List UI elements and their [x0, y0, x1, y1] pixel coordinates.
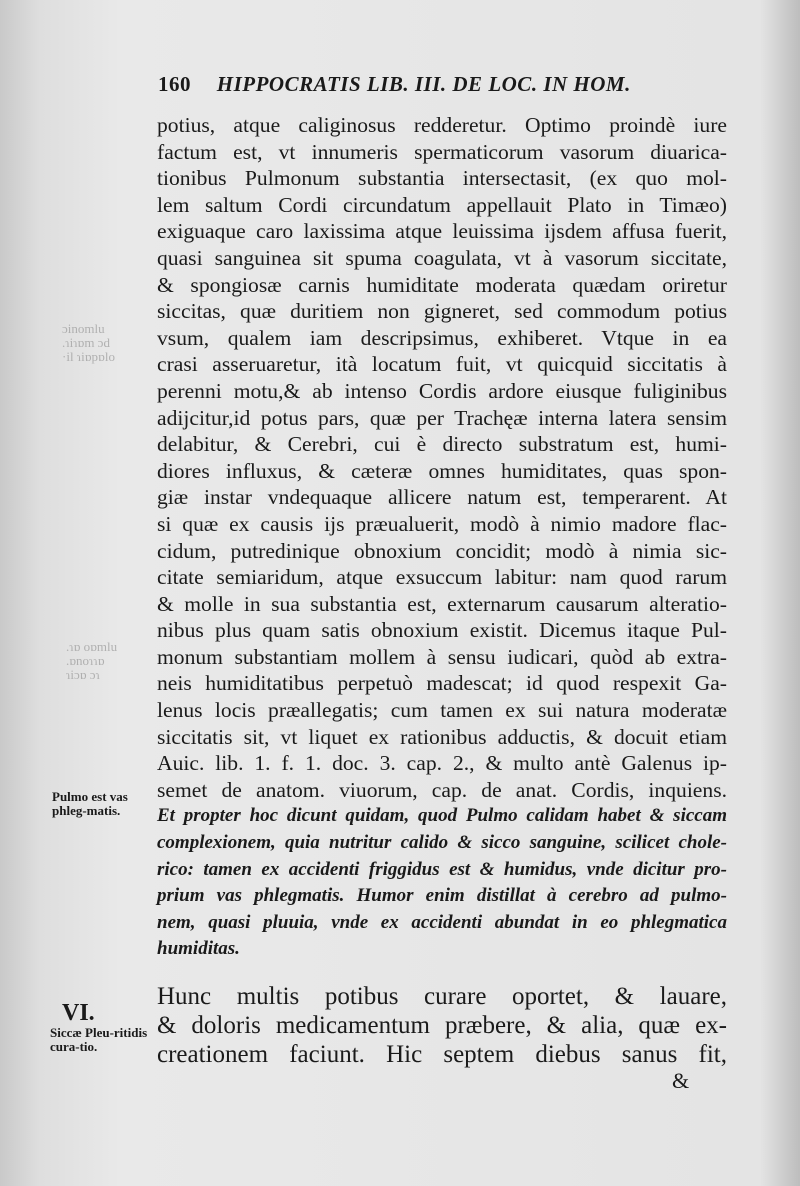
text-line: & doloris medicamentum præbere, & alia, quæ ex- [157, 1012, 727, 1039]
running-title: HIPPOCRATIS LIB. III. DE LOC. IN HOM. [216, 72, 631, 96]
quotation-line: nem, quasi pluuia, vnde ex accidenti abundat in eo phlegmatica [157, 911, 727, 933]
text-line: siccitas, quæ duritiem non gigneret, sed commodum potius [157, 299, 727, 324]
text-line: Auic. lib. 1. f. 1. doc. 3. cap. 2., & multo antè Galenus ip- [157, 751, 727, 776]
text-line: lem saltum Cordi circundatum appellauit Plato in Timæo) [157, 192, 727, 217]
text-line: adijcitur,id potus pars, quæ per Trachęæ interna latera sensim [157, 405, 727, 430]
text-line: cidum, putredinique obnoxium concidit; modò à nimia sic- [157, 538, 727, 563]
bleed-through-text: .ɿɒ oɒmlu .ɒnoɿɿɒ ɿiɔɒ ɔɿ [66, 639, 118, 682]
text-line: exiguaque caro laxissima atque leuissima ijsdem affusa fuerit, [157, 219, 727, 244]
text-line: & molle in sua substantia est, externarum causarum alteratio- [157, 591, 727, 616]
text-line: nibus plus quam satis obnoxium existit. Dicemus itaque Pul- [157, 618, 727, 643]
text-line: potius, atque caliginosus redderetur. Optimo proindè iure [157, 113, 727, 137]
running-header [158, 72, 658, 97]
catchword: & [672, 1068, 690, 1093]
margin-note: Siccæ Pleu-ritidis cura-tio. [50, 1025, 148, 1054]
text-line: delabitur, & Cerebri, cui è directo substratum est, humi- [157, 432, 727, 457]
text-line: semet de anatom. viuorum, cap. de anat. Cordis, inquiens. [157, 777, 727, 802]
quotation-line: rico: tamen ex accidenti friggidus est & humidus, vnde dicitur pro- [157, 858, 727, 880]
bleed-through-text: ɔinomlu .ɿiɿɒm ɔd ·il ɿiɒpɒlo [62, 321, 115, 364]
quotation-line: humiditas. [157, 938, 240, 960]
text-line: crasi asseruaretur, ità locatum fuit, vt quicquid siccitatis à [157, 352, 727, 377]
text-line: neis humiditatibus perpetuò madescat; id quod respexit Ga- [157, 671, 727, 696]
quotation-line: complexionem, quia nutritur calido & sicco sanguine, scilicet chole- [157, 832, 727, 854]
text-line: factum est, vt innumeris spermaticorum vasorum diuarica- [157, 139, 727, 164]
quotation-line: Et propter hoc dicunt quidam, quod Pulmo calidam habet & siccam [157, 805, 727, 827]
section-numeral: VI. [62, 1000, 95, 1026]
text-line: diores influxus, & cæteræ omnes humiditates, quas spon- [157, 458, 727, 483]
text-line: perenni motu,& ab intenso Cordis ardore eiusque fuliginibus [157, 378, 727, 403]
margin-note-section-vi [50, 1000, 150, 1054]
text-line: creationem faciunt. Hic septem diebus sanus fit, [157, 1041, 727, 1068]
section-vi-text [157, 982, 727, 1069]
margin-note: Pulmo est vas phleg-matis. [52, 789, 128, 818]
quotation-line: prium vas phlegmatis. Humor enim distillat à cerebro ad pulmo- [157, 885, 727, 907]
text-line: giæ instar vndequaque allicere natum est, temperarent. At [157, 485, 727, 510]
text-line: monum substantiam mollem à sensu iudicari, quòd ab extra- [157, 644, 727, 669]
page-number: 160 [158, 72, 191, 96]
text-line: vsum, qualem iam descripsimus, exhiberet. Vtque in ea [157, 325, 727, 350]
text-line: siccitatis sit, vt liquet ex rationibus adductis, & docuit etiam [157, 724, 727, 749]
main-text [157, 112, 727, 963]
text-line: quasi sanguinea sit spuma coagulata, vt à vasorum siccitate, [157, 245, 727, 270]
text-line: & spongiosæ carnis humiditate moderata quædam oriretur [157, 272, 727, 297]
text-line: citate semiaridum, atque exsuccum labitur: nam quod rarum [157, 565, 727, 590]
text-line: si quæ ex causis ijs præualuerit, modò à nimio madore flac- [157, 511, 727, 536]
text-line: Hunc multis potibus curare oportet, & lauare, [157, 983, 727, 1010]
text-line: lenus locis præallegatis; cum tamen ex sui natura moderatæ [157, 698, 727, 723]
text-line: tionibus Pulmonum substantia intersectasit, (ex quo mol- [157, 166, 727, 191]
